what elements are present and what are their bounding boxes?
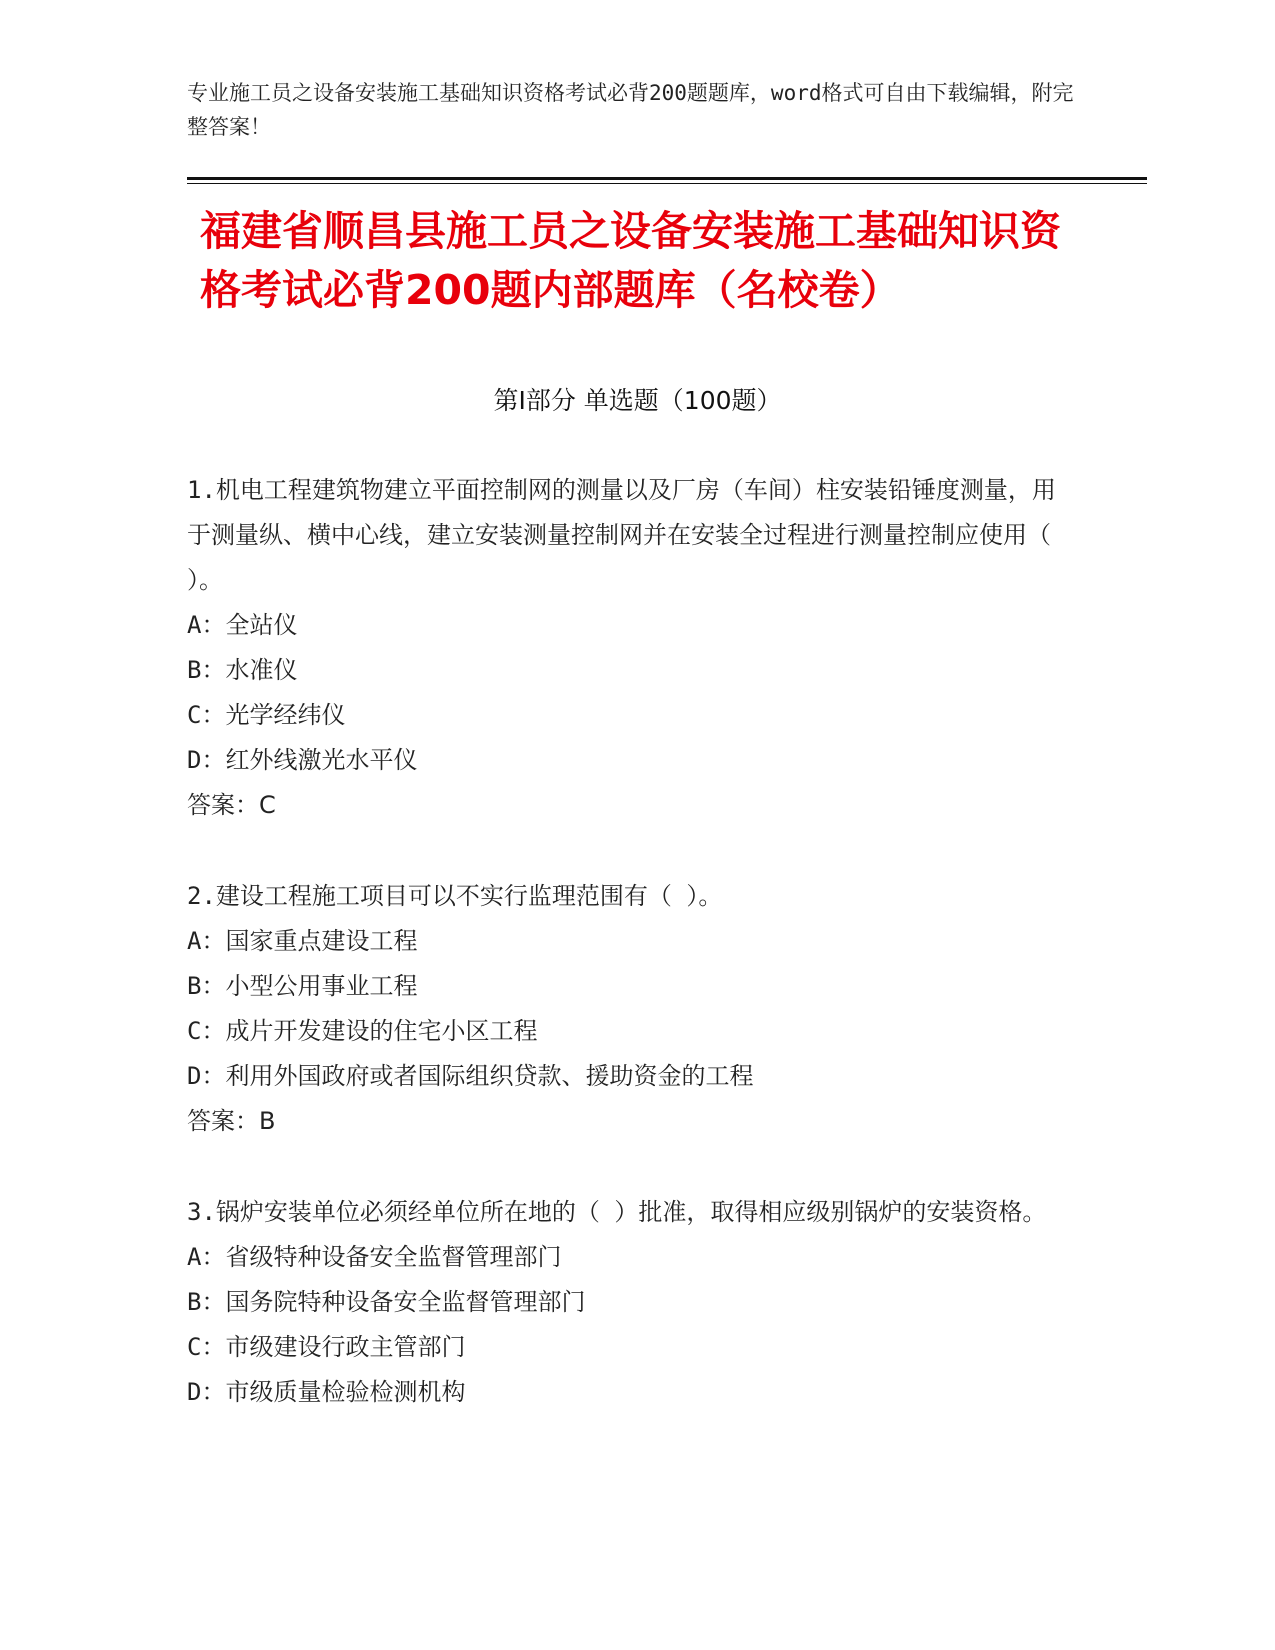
- option-c: C：成片开发建设的住宅小区工程: [187, 1017, 538, 1045]
- option-c: C：光学经纬仪: [187, 701, 346, 729]
- question-3: [187, 1190, 1067, 1415]
- header-rule-thick: [187, 177, 1147, 180]
- question-1: [187, 468, 1067, 828]
- option-a: A：全站仪: [187, 611, 298, 639]
- answer: 答案：B: [187, 1107, 276, 1135]
- answer: 答案：C: [187, 791, 276, 819]
- option-a: A：省级特种设备安全监督管理部门: [187, 1243, 562, 1271]
- option-b: B：小型公用事业工程: [187, 972, 418, 1000]
- option-d: D：利用外国政府或者国际组织贷款、援助资金的工程: [187, 1062, 754, 1090]
- question-stem: 3.锅炉安装单位必须经单位所在地的（ ）批准，取得相应级别锅炉的安装资格。: [187, 1198, 1047, 1226]
- header-note: 专业施工员之设备安装施工基础知识资格考试必背200题题库，word格式可自由下载编辑，附完整答案！: [187, 81, 1074, 139]
- option-a: A：国家重点建设工程: [187, 927, 418, 955]
- question-2: [187, 874, 1067, 1144]
- document-title: 福建省顺昌县施工员之设备安装施工基础知识资格考试必背200题内部题库（名校卷）: [200, 207, 1061, 314]
- option-d: D：红外线激光水平仪: [187, 746, 418, 774]
- option-b: B：水准仪: [187, 656, 298, 684]
- question-stem: 1.机电工程建筑物建立平面控制网的测量以及厂房（车间）柱安装铅锤度测量，用于测量纵、横中心线，建立安装测量控制网并在安装全过程进行测量控制应使用（ ）。: [187, 476, 1056, 594]
- header-rule-thin: [187, 183, 1147, 184]
- option-d: D：市级质量检验检测机构: [187, 1378, 466, 1406]
- question-list: [187, 468, 1067, 1461]
- option-c: C：市级建设行政主管部门: [187, 1333, 466, 1361]
- section-heading: 第Ⅰ部分 单选题（100题）: [493, 386, 782, 415]
- option-b: B：国务院特种设备安全监督管理部门: [187, 1288, 586, 1316]
- question-stem: 2.建设工程施工项目可以不实行监理范围有（ ）。: [187, 882, 723, 910]
